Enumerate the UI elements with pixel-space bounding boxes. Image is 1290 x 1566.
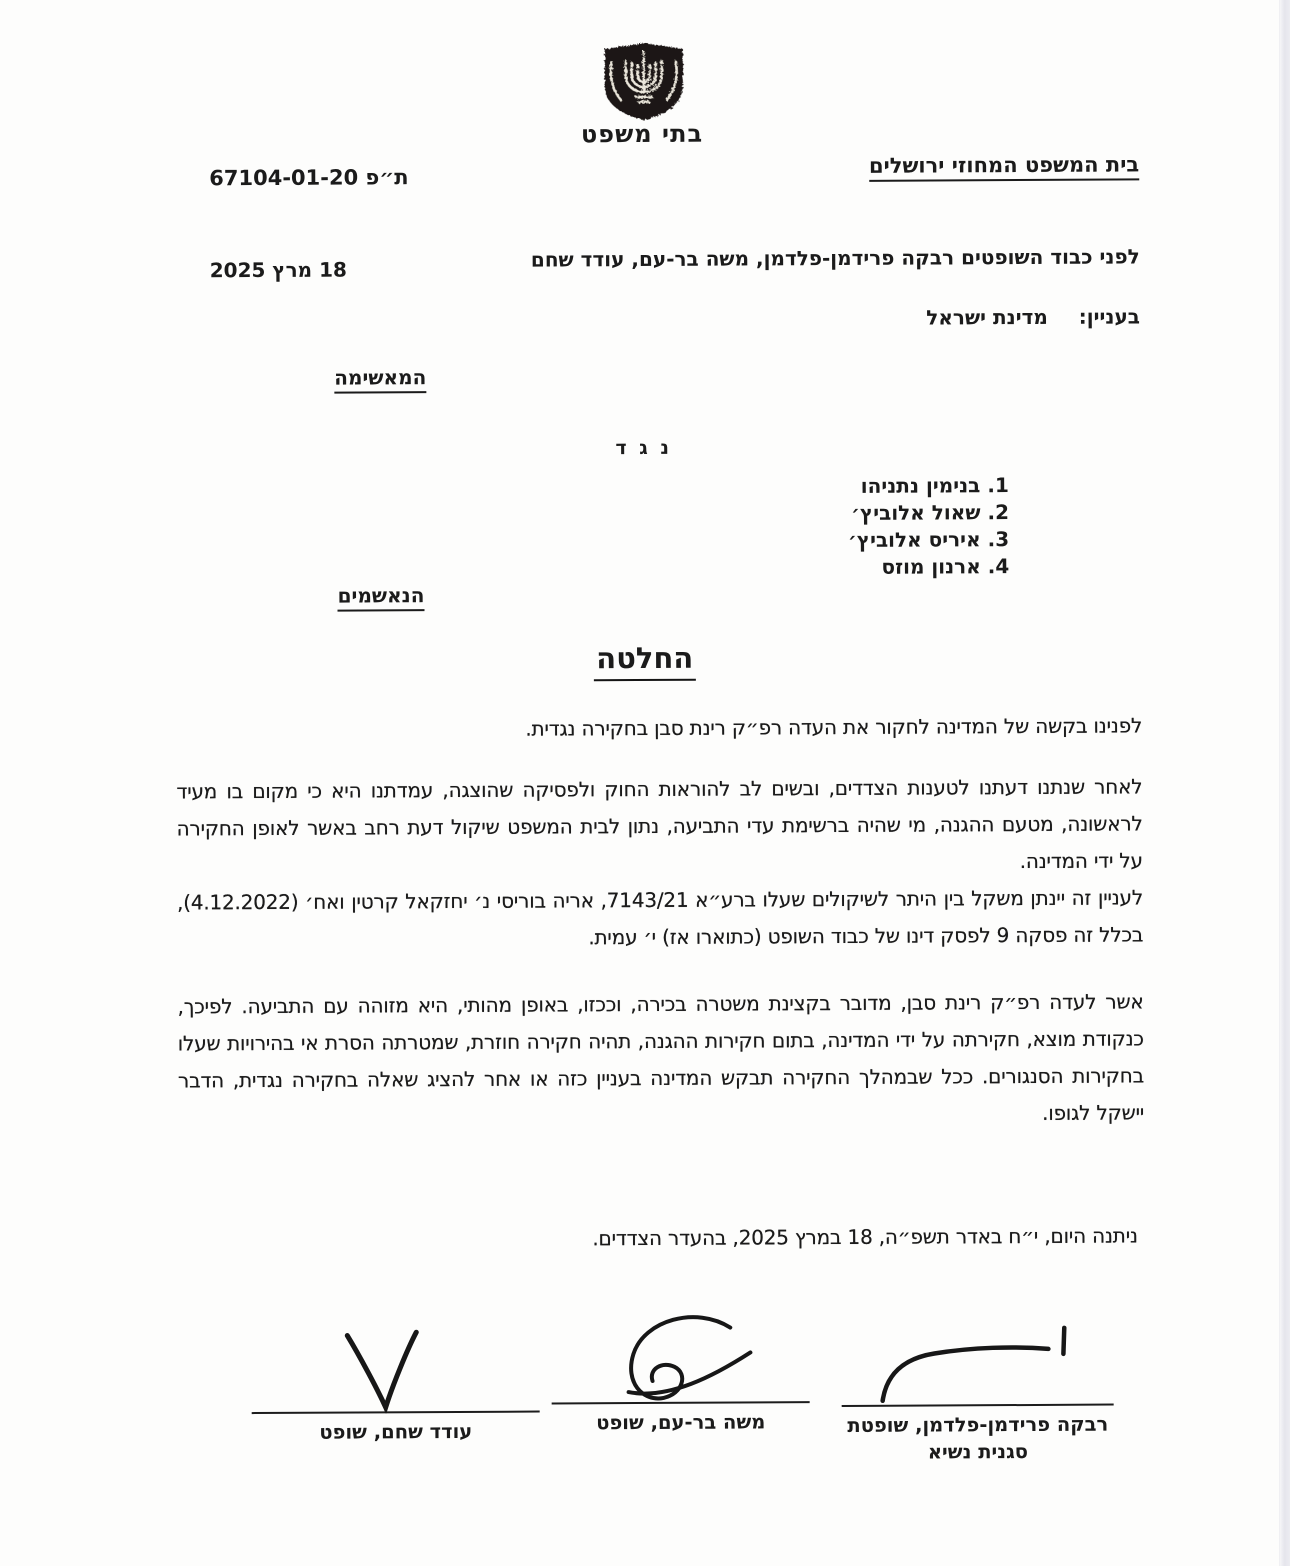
defendant-row — [848, 472, 1009, 500]
in-re-line — [926, 304, 1140, 329]
defendant-number: 4. — [987, 554, 1010, 579]
decision-date: 18 מרץ 2025 — [209, 257, 347, 283]
judges-line: לפני כבוד השופטים רבקה פרידמן-פלדמן, משה בר-עם, עודד שחם — [530, 244, 1140, 272]
judge-name: רבקה פרידמן-פלדמן, שופטת — [847, 1412, 1109, 1437]
decision-body — [176, 707, 1144, 1136]
defendant-name: שאול אלוביץ׳ — [851, 500, 981, 525]
defendant-row — [848, 553, 1009, 581]
defendant-row — [848, 526, 1009, 554]
judge-name: עודד שחם, שופט — [319, 1419, 473, 1444]
signature-block — [551, 1315, 810, 1436]
defendants-role-label: הנאשמים — [338, 583, 425, 611]
decision-title-text: החלטה — [594, 641, 695, 682]
signature-block — [251, 1325, 540, 1447]
defendant-name: ארנון מוזס — [881, 554, 981, 579]
plaintiff-role-label: המאשימה — [334, 365, 426, 393]
issued-line: ניתנה היום, י״ח באדר תשפ״ה, 18 במרץ 2025, בהעדר הצדדים. — [592, 1223, 1138, 1251]
decision-paragraph: לאחר שנתנו דעתנו לטענות הצדדים, ובשים לב להוראות החוק ולפסיקה שהוצגה, עמדתנו היא כי מקום בו מעיד לראשונה, מטעם ההגנה, מי שהיה ברשימת עדי התביעה, נתון לבית המשפט שיקול דעת רחב באשר לאופן החקירה על ידי המדינה. — [176, 774, 1143, 874]
defendant-name: איריס אלוביץ׳ — [847, 527, 981, 552]
plaintiff-name: מדינת ישראל — [926, 304, 1048, 330]
in-re-label: בעניין: — [1078, 304, 1141, 329]
defendants-list — [848, 472, 1010, 581]
decision-paragraph: לעניין זה יינתן משקל בין היתר לשיקולים שעלו ברע״א 7143/21, אריה בוריסי נ׳ יחזקאל קרטין ואח׳ (4.12.2022), בכלל זה פסקה 9 לפסק דינו של כבוד השופט (כתוארו אז) י׳ עמית. — [176, 885, 1144, 950]
judge-name: משה בר-עם, שופט — [596, 1410, 766, 1435]
judge-title: סגנית נשיא — [927, 1440, 1029, 1464]
court-name: בית המשפט המחוזי ירושלים — [869, 152, 1139, 181]
signature-check-icon — [251, 1325, 539, 1415]
signature-curve-icon — [841, 1318, 1113, 1407]
scrollbar-track[interactable] — [1279, 0, 1290, 1566]
defendant-number: 1. — [987, 473, 1009, 498]
case-number: ת״פ 67104-01-20 — [209, 165, 409, 191]
decision-paragraph: אשר לעדה רפ״ק רינת סבן, מדובר בקצינת משטרה בכירה, וככזו, באופן מהותי, היא מזוהה עם התביעה. לפיכך, כנקודת מוצא, חקירתה על ידי המדינה, בתום חקירות ההגנה, תהיה חקירה חוזרת, שמטרתה הסרת אי בהירויות שעלו בחקירות הסנגורים. ככל שבמהלך החקירה תבקש המדינה בעניין כזה או אחר להציג שאלה בחקירה נגדית, הדבר יישקל לגופו. — [177, 989, 1145, 1125]
signature-block — [841, 1318, 1114, 1466]
decision-title — [0, 638, 1290, 679]
defendant-number: 2. — [987, 500, 1010, 525]
defendant-name: בנימין נתניהו — [860, 473, 981, 498]
signature-loop-icon — [551, 1315, 809, 1404]
defendant-row — [848, 499, 1009, 527]
decision-paragraph: לפנינו בקשה של המדינה לחקור את העדה רפ״ק רינת סבן בחקירה נגדית. — [525, 713, 1143, 741]
versus-label: נ ג ד — [615, 436, 672, 460]
israel-emblem-icon — [599, 40, 689, 122]
courts-system-title: בתי משפט — [580, 119, 704, 149]
defendant-number: 3. — [987, 527, 1010, 552]
